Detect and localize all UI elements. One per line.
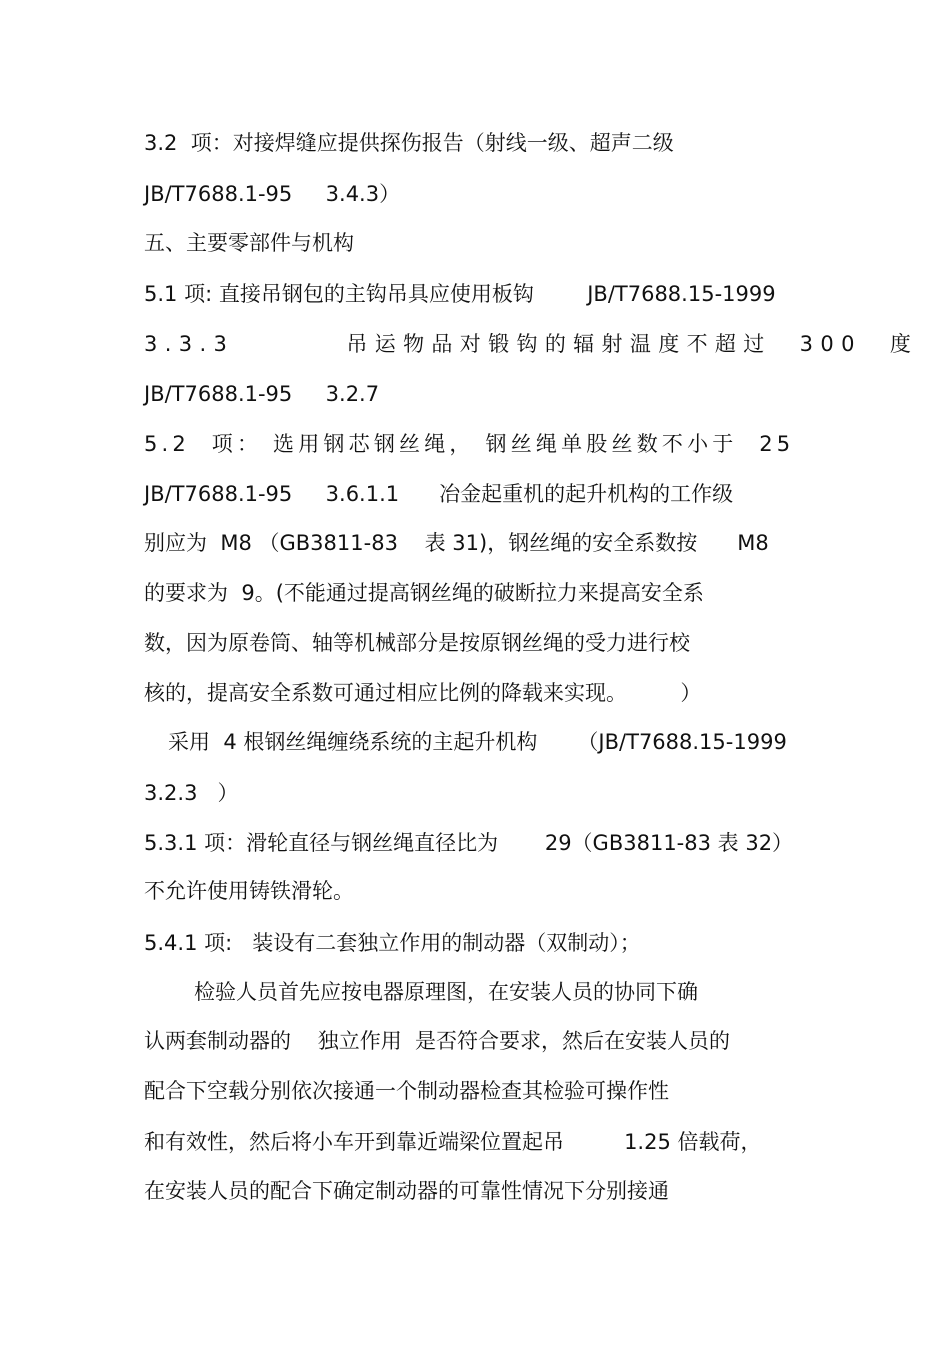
section-heading: 五、主要零部件与机构 <box>144 231 354 255</box>
text-line-11: 数，因为原卷筒、轴等机械部分是按原钢丝绳的受力进行校 <box>144 631 690 655</box>
text-line-8: JB/T7688.1-95 3.6.1.1 冶金起重机的起升机构的工作级 <box>144 482 734 506</box>
text-line-6: JB/T7688.1-95 3.2.7 <box>144 382 380 406</box>
text-line-10: 的要求为 9。(不能通过提高钢丝绳的破断拉力来提高安全系 <box>144 581 704 605</box>
text-line-9: 别应为 M8 （GB3811-83 表 31)，钢丝绳的安全系数按 M8 <box>144 531 769 555</box>
text-line-5: 3.3.3 吊运物品对锻钩的辐射温度不超过 300 度 <box>144 332 919 356</box>
text-line-16: 不允许使用铸铁滑轮。 <box>144 879 354 903</box>
text-line-13: 采用 4 根钢丝绳缠绕系统的主起升机构 （JB/T7688.15-1999 <box>168 730 787 754</box>
text-line-19: 认两套制动器的 独立作用 是否符合要求，然后在安装人员的 <box>144 1029 731 1053</box>
text-line-20: 配合下空载分别依次接通一个制动器检查其检验可操作性 <box>144 1079 669 1103</box>
text-line-1: 3.2 项：对接焊缝应提供探伤报告（射线一级、超声二级 <box>144 131 674 155</box>
text-line-2: JB/T7688.1-95 3.4.3） <box>144 182 401 206</box>
text-line-15: 5.3.1 项：滑轮直径与钢丝绳直径比为 29（GB3811-83 表 32） <box>144 831 794 855</box>
text-line-22: 在安装人员的配合下确定制动器的可靠性情况下分别接通 <box>144 1179 669 1203</box>
text-line-14: 3.2.3 ） <box>144 781 239 805</box>
text-line-18: 检验人员首先应按电器原理图，在安装人员的协同下确 <box>194 980 698 1004</box>
text-line-12: 核的，提高安全系数可通过相应比例的降载来实现。 ） <box>144 681 702 705</box>
text-line-21: 和有效性，然后将小车开到靠近端梁位置起吊 1.25 倍载荷， <box>144 1130 762 1154</box>
text-line-7: 5.2 项： 选用钢芯钢丝绳， 钢丝绳单股丝数不小于 25 <box>144 432 795 456</box>
text-line-17: 5.4.1 项: 装设有二套独立作用的制动器（双制动）； <box>144 931 641 955</box>
text-line-4: 5.1 项: 直接吊钢包的主钩吊具应使用板钩 JB/T7688.15-1999 <box>144 282 776 306</box>
